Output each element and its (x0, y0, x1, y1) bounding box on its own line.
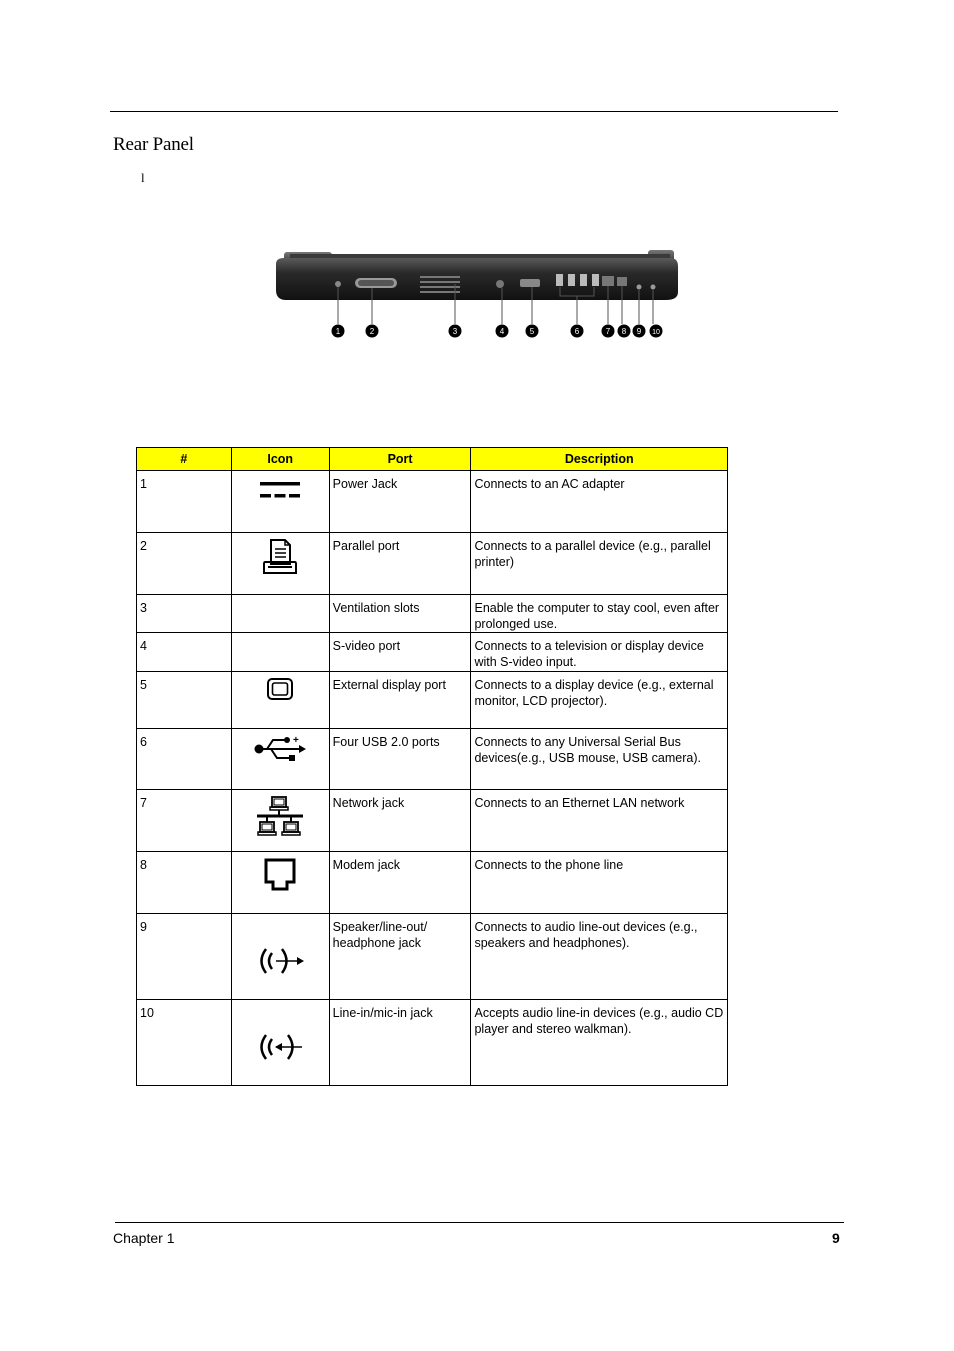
table-row (137, 729, 728, 790)
port-name: S-video port (329, 633, 471, 672)
svg-text:8: 8 (621, 327, 627, 336)
usb-icon (253, 734, 307, 764)
port-description: Connects to a display device (e.g., external monitor, LCD projector). (471, 672, 728, 729)
port-description: Connects to a television or display device with S-video input. (471, 633, 728, 672)
line-in-icon (254, 1031, 306, 1063)
port-description: Enable the computer to stay cool, even after prolonged use. (471, 595, 728, 633)
ports-table (136, 447, 728, 1086)
port-name: Line-in/mic-in jack (329, 1000, 471, 1086)
section-title: Rear Panel (113, 134, 194, 155)
svg-text:4: 4 (499, 327, 505, 336)
line-out-icon (254, 945, 306, 977)
printer-icon (262, 538, 298, 576)
laptop-rear-panel-image (262, 240, 704, 356)
network-icon (255, 795, 305, 841)
port-description: Connects to an AC adapter (471, 471, 728, 533)
row-number: 6 (137, 729, 232, 790)
svg-text:1: 1 (335, 327, 341, 336)
footer-chapter: Chapter 1 (113, 1230, 175, 1246)
table-row (137, 852, 728, 914)
port-description: Connects to the phone line (471, 852, 728, 914)
port-name: External display port (329, 672, 471, 729)
header-rule (110, 111, 838, 112)
table-row (137, 533, 728, 595)
table-row (137, 914, 728, 1000)
row-number: 2 (137, 533, 232, 595)
table-row (137, 633, 728, 672)
empty-icon-cell (231, 633, 329, 672)
empty-icon-cell (231, 595, 329, 633)
modem-icon (263, 857, 297, 893)
table-row (137, 672, 728, 729)
callout-3 (449, 325, 462, 338)
port-description: Accepts audio line-in devices (e.g., audio CD player and stereo walkman). (471, 1000, 728, 1086)
svg-text:9: 9 (636, 327, 642, 336)
table-header-row (137, 448, 728, 471)
port-name: Power Jack (329, 471, 471, 533)
svg-text:6: 6 (574, 327, 580, 336)
stray-mark: l (141, 170, 145, 185)
display-icon (266, 677, 294, 701)
table-row (137, 790, 728, 852)
row-number: 3 (137, 595, 232, 633)
callout-6 (571, 325, 584, 338)
power-jack-icon (258, 476, 302, 504)
port-description: Connects to an Ethernet LAN network (471, 790, 728, 852)
row-number: 7 (137, 790, 232, 852)
port-name: Network jack (329, 790, 471, 852)
row-number: 5 (137, 672, 232, 729)
callout-5 (526, 325, 539, 338)
header-description: Description (471, 448, 728, 471)
port-name: Four USB 2.0 ports (329, 729, 471, 790)
row-number: 10 (137, 1000, 232, 1086)
table-row (137, 471, 728, 533)
header-number: # (137, 448, 232, 471)
header-icon: Icon (231, 448, 329, 471)
page-number: 9 (832, 1230, 840, 1246)
row-number: 8 (137, 852, 232, 914)
callout-2 (366, 325, 379, 338)
callout-1 (332, 325, 345, 338)
svg-text:10: 10 (652, 329, 660, 336)
svg-text:5: 5 (529, 327, 535, 336)
callout-10 (650, 325, 663, 338)
callout-7 (602, 325, 615, 338)
table-row (137, 1000, 728, 1086)
callout-4 (496, 325, 509, 338)
port-name: Ventilation slots (329, 595, 471, 633)
svg-text:+: + (293, 735, 300, 746)
port-name: Parallel port (329, 533, 471, 595)
port-description: Connects to a parallel device (e.g., parallel printer) (471, 533, 728, 595)
footer-rule (115, 1222, 844, 1223)
port-name: Speaker/line-out/ headphone jack (329, 914, 471, 1000)
row-number: 1 (137, 471, 232, 533)
port-description: Connects to any Universal Serial Bus devices(e.g., USB mouse, USB camera). (471, 729, 728, 790)
svg-text:3: 3 (452, 327, 458, 336)
row-number: 9 (137, 914, 232, 1000)
callout-9 (633, 325, 646, 338)
table-row (137, 595, 728, 633)
port-description: Connects to audio line-out devices (e.g., speakers and headphones). (471, 914, 728, 1000)
port-name: Modem jack (329, 852, 471, 914)
callout-8 (618, 325, 631, 338)
row-number: 4 (137, 633, 232, 672)
header-port: Port (329, 448, 471, 471)
svg-text:2: 2 (369, 327, 375, 336)
svg-text:7: 7 (605, 327, 611, 336)
